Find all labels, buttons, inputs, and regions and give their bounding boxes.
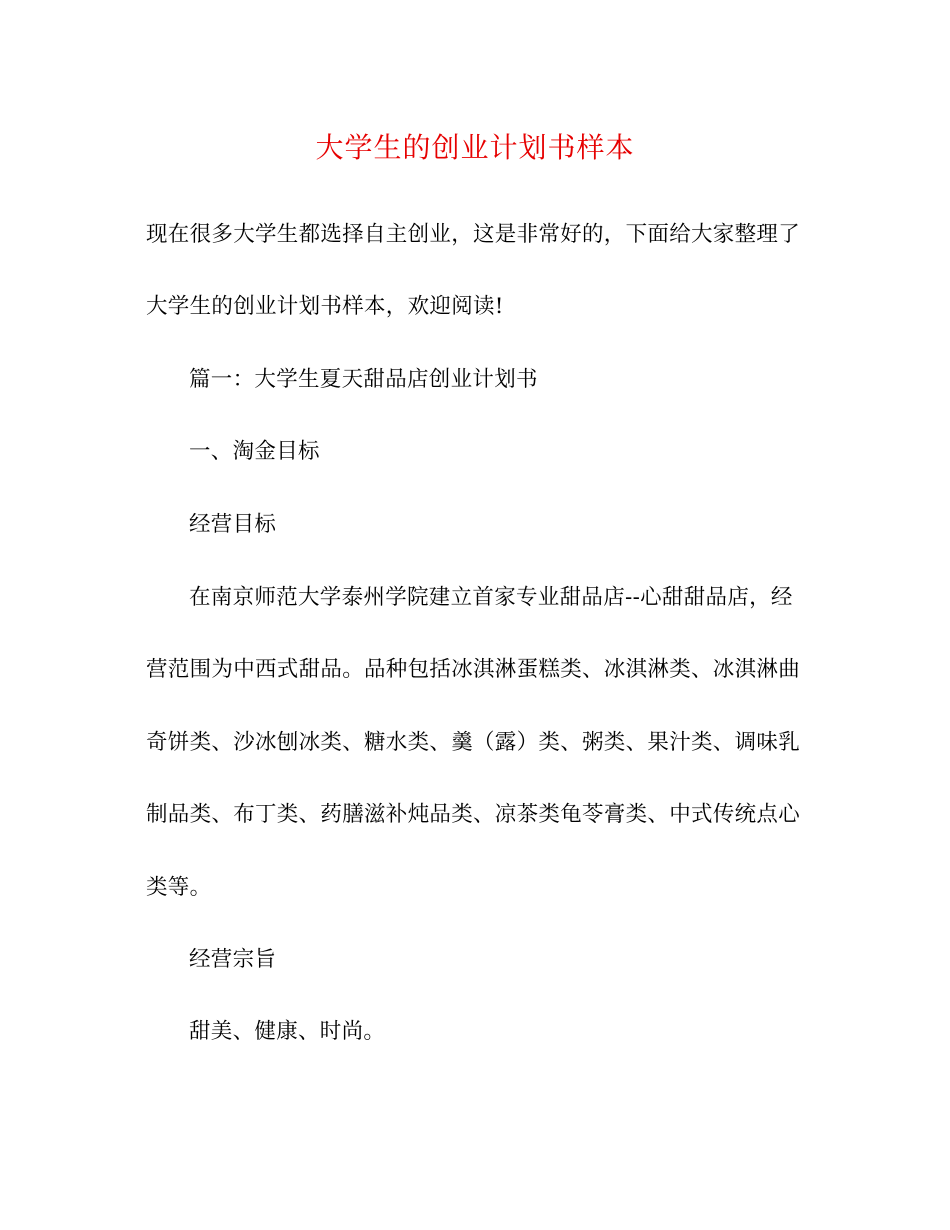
paragraph-line-1: 在南京师范大学泰州学院建立首家专业甜品店--心甜甜品店，经: [189, 585, 793, 610]
paragraph-line-3: 奇饼类、沙冰刨冰类、糖水类、羹（露）类、粥类、果汁类、调味乳: [146, 730, 801, 755]
intro-line-2: 大学生的创业计划书样本，欢迎阅读!: [146, 294, 504, 319]
subsection-heading-purpose: 经营宗旨: [189, 947, 277, 972]
document-title: 大学生的创业计划书样本: [315, 131, 635, 164]
section-heading: 一、淘金目标: [189, 439, 320, 464]
chapter-heading: 篇一：大学生夏天甜品店创业计划书: [189, 367, 538, 392]
intro-line-1: 现在很多大学生都选择自主创业，这是非常好的，下面给大家整理了: [146, 222, 801, 247]
paragraph-line-4: 制品类、布丁类、药膳滋补炖品类、凉茶类龟苓膏类、中式传统点心: [146, 802, 801, 827]
paragraph-line-2: 营范围为中西式甜品。品种包括冰淇淋蛋糕类、冰淇淋类、冰淇淋曲: [146, 657, 801, 682]
subsection-heading-goal: 经营目标: [189, 512, 277, 537]
purpose-text: 甜美、健康、时尚。: [189, 1019, 386, 1044]
paragraph-line-5: 类等。: [146, 875, 212, 900]
